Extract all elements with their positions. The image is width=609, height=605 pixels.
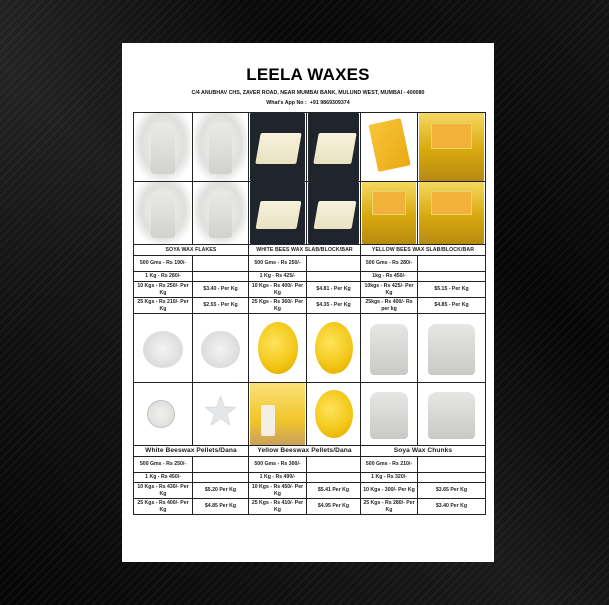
price-inr: 25 Kgs - Rs 210/- Per Kg <box>134 298 193 314</box>
soya-chunks-photo <box>419 383 484 445</box>
price-inr: 10 Kgs - Rs 400/- Per Kg <box>249 282 307 298</box>
price-usd: $5.20 Per Kg <box>193 483 249 499</box>
product-image-cell <box>193 383 249 446</box>
yellow-pellets-photo <box>250 314 305 382</box>
product-name: Soya Wax Chunks <box>361 446 486 457</box>
soya-chunks-photo <box>419 314 484 382</box>
product-image-cell <box>134 314 193 383</box>
soya-wax-flakes-photo <box>135 113 191 181</box>
price-inr: 500 Gms - Rs 190/- <box>134 256 193 272</box>
yellow-beeswax-stack-photo <box>362 182 416 244</box>
image-row <box>134 314 486 383</box>
product-image-cell <box>361 113 418 182</box>
price-inr: 1 Kg - Rs 425/- <box>249 272 307 282</box>
yellow-pellets-package-photo <box>250 383 305 445</box>
price-usd <box>418 457 486 473</box>
soya-wax-flakes-photo <box>194 113 247 181</box>
product-image-cell <box>134 113 193 182</box>
product-image-cell <box>134 383 193 446</box>
white-beeswax-slab-photo <box>308 182 359 244</box>
price-usd: $5.15 - Per Kg <box>418 282 486 298</box>
product-name: SOYA WAX FLAKES <box>134 245 249 256</box>
price-inr: 10 Kgs - Rs 450/- Per Kg <box>249 483 307 499</box>
price-usd <box>418 272 486 282</box>
whatsapp-label: What's App No : <box>266 100 307 106</box>
price-usd: $3.65 Per Kg <box>418 483 486 499</box>
product-image-cell <box>193 314 249 383</box>
price-usd: $2.55 - Per Kg <box>193 298 249 314</box>
white-pellets-fish-bowl-photo <box>135 383 191 445</box>
price-row <box>134 282 486 298</box>
product-image-cell <box>307 182 361 245</box>
price-inr: 500 Gms - Rs 300/- <box>249 457 307 473</box>
company-address: C/4 ANUBHAV CHS, ZAVER ROAD, NEAR MUMBAI BANK, MULUND WEST, MUMBAI - 400080 <box>191 90 425 96</box>
price-usd <box>193 256 249 272</box>
product-image-cell <box>361 182 418 245</box>
price-usd: $3.40 Per Kg <box>418 499 486 515</box>
soya-chunks-photo <box>362 383 416 445</box>
price-usd <box>193 457 249 473</box>
price-usd <box>307 272 361 282</box>
white-pellets-photo <box>135 314 191 382</box>
price-row <box>134 483 486 499</box>
price-usd: $4.35 - Per Kg <box>307 298 361 314</box>
price-row <box>134 298 486 314</box>
price-usd: $5.41 Per Kg <box>307 483 361 499</box>
price-usd: $3.40 - Per Kg <box>193 282 249 298</box>
product-image-cell <box>249 182 307 245</box>
price-row <box>134 457 486 473</box>
price-usd <box>418 473 486 483</box>
product-image-cell <box>418 383 486 446</box>
white-beeswax-slab-photo <box>308 113 359 181</box>
product-image-cell <box>418 113 486 182</box>
whatsapp-contact <box>122 100 494 106</box>
price-list-document <box>122 43 494 562</box>
soya-chunks-photo <box>362 314 416 382</box>
product-name-row <box>134 446 486 457</box>
yellow-pellets-photo <box>308 314 359 382</box>
price-inr: 25kgs - Rs 400/- Rs per kg <box>361 298 418 314</box>
price-inr: 25 Kgs - Rs 410/- Per Kg <box>249 499 307 515</box>
price-inr: 10kgs - Rs 425/- Per Kg <box>361 282 418 298</box>
product-image-cell <box>418 314 486 383</box>
price-inr: 10 Kgs - Rs 430/- Per Kg <box>134 483 193 499</box>
product-image-cell <box>249 113 307 182</box>
product-name: WHITE BEES WAX SLAB/BLOCK/BAR <box>249 245 361 256</box>
price-row <box>134 499 486 515</box>
price-inr: 1 Kg - Rs 450/- <box>134 473 193 483</box>
product-image-cell <box>307 383 361 446</box>
price-inr: 25 Kgs - Rs 280/- Per Kg <box>361 499 418 515</box>
price-usd: $4.81 - Per Kg <box>307 282 361 298</box>
price-inr: 1 Kg - Rs 490/- <box>249 473 307 483</box>
price-row <box>134 272 486 282</box>
product-name: YELLOW BEES WAX SLAB/BLOCK/BAR <box>361 245 486 256</box>
yellow-pellets-photo <box>308 383 359 445</box>
white-beeswax-slab-photo <box>250 182 305 244</box>
yellow-beeswax-stack-photo <box>419 113 484 181</box>
product-name-row <box>134 245 486 256</box>
price-usd: $4.95 Per Kg <box>307 499 361 515</box>
white-pellets-star-bowl-photo <box>194 383 247 445</box>
price-inr: 1kg - Rs 450/- <box>361 272 418 282</box>
image-row <box>134 383 486 446</box>
product-image-cell <box>249 383 307 446</box>
white-beeswax-slab-photo <box>250 113 305 181</box>
company-title: LEELA WAXES <box>246 65 370 84</box>
product-image-cell <box>307 314 361 383</box>
price-usd: $4.85 Per Kg <box>193 499 249 515</box>
price-row <box>134 473 486 483</box>
yellow-beeswax-slab-photo <box>362 113 416 181</box>
product-image-cell <box>249 314 307 383</box>
price-inr: 1 Kg - Rs 280/- <box>134 272 193 282</box>
product-image-cell <box>361 314 418 383</box>
price-inr: 500 Gms - Rs 250/- <box>134 457 193 473</box>
price-usd <box>193 473 249 483</box>
whatsapp-number: +91 9869309374 <box>309 100 350 106</box>
price-usd <box>307 256 361 272</box>
price-inr: 10 Kgs - Rs 250/- Per Kg <box>134 282 193 298</box>
price-inr: 1 Kg - Rs 320/- <box>361 473 418 483</box>
soya-wax-flakes-photo <box>194 182 247 244</box>
price-usd <box>193 272 249 282</box>
price-row <box>134 256 486 272</box>
product-name: White Beeswax Pellets/Dana <box>134 446 249 457</box>
price-inr: 500 Gms - Rs 210/- <box>361 457 418 473</box>
product-image-cell <box>307 113 361 182</box>
product-name: Yellow Beeswax Pellets/Dana <box>249 446 361 457</box>
price-inr: 25 Kgs - Rs 400/- Per Kg <box>134 499 193 515</box>
soya-wax-flakes-photo <box>135 182 191 244</box>
price-usd: $4.85 - Per Kg <box>418 298 486 314</box>
product-image-cell <box>134 182 193 245</box>
white-pellets-photo <box>194 314 247 382</box>
product-image-cell <box>193 113 249 182</box>
price-usd <box>418 256 486 272</box>
image-row <box>134 113 486 182</box>
product-image-cell <box>418 182 486 245</box>
price-inr: 500 Gms - Rs 280/- <box>361 256 418 272</box>
price-usd <box>307 473 361 483</box>
product-image-cell <box>193 182 249 245</box>
price-inr: 500 Gms - Rs 250/- <box>249 256 307 272</box>
image-row <box>134 182 486 245</box>
price-inr: 10 Kgs - 300/- Per Kg <box>361 483 418 499</box>
price-inr: 25 Kgs - Rs 360/- Per Kg <box>249 298 307 314</box>
product-price-table <box>133 112 486 515</box>
price-usd <box>307 457 361 473</box>
yellow-beeswax-pallet-photo <box>419 182 484 244</box>
product-image-cell <box>361 383 418 446</box>
